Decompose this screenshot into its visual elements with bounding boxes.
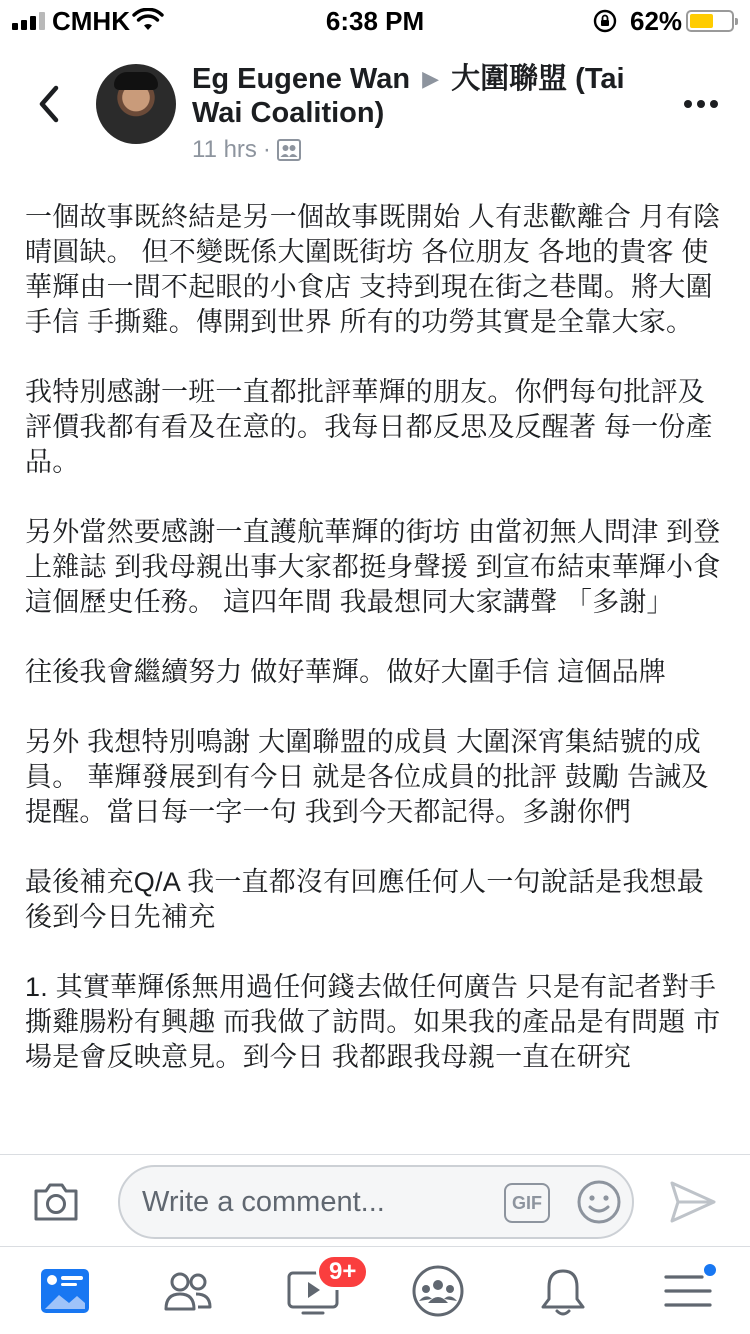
post-time[interactable]: 11 hrs bbox=[192, 136, 257, 163]
comment-input-container[interactable] bbox=[118, 1165, 634, 1239]
camera-icon[interactable] bbox=[32, 1179, 80, 1223]
post-paragraph: 另外當然要感謝一直護航華輝的街坊 由當初無人問津 到登上雜誌 到我母親出事大家都挺身聲援 到宣布結束華輝小食 這個歷史任務。 這四年間 我最想同大家講聲 「多謝」 bbox=[25, 517, 721, 617]
carrier-name: CMHK bbox=[52, 6, 130, 36]
gif-icon[interactable]: GIF bbox=[504, 1183, 550, 1223]
post-paragraph: 一個故事既終結是另一個故事既開始 人有悲歡離合 月有陰晴圓缺。 但不變既係大圍既街坊 各位朋友 各地的貴客 使華輝由一間不起眼的小食店 支持到現在街之巷聞。將大圍手信 手撕雞。傳開到世界 所有的功勞其實是全靠大家。 bbox=[25, 202, 721, 337]
more-options-button[interactable] bbox=[684, 96, 720, 112]
groups-icon[interactable] bbox=[408, 1263, 468, 1319]
battery-level-fill bbox=[690, 14, 713, 28]
group-name[interactable]: 大圍聯盟 (Tai Wai Coalition) bbox=[192, 63, 625, 129]
author-avatar[interactable] bbox=[96, 64, 176, 144]
post-paragraph: 另外 我想特別鳴謝 大圍聯盟的成員 大圍深宵集結號的成員。 華輝發展到有今日 就是各位成員的批評 鼓勵 告誡及提醒。當日每一字一句 我到今天都記得。多謝你們 bbox=[25, 727, 709, 827]
sticker-icon[interactable] bbox=[576, 1179, 622, 1225]
rotation-lock-icon bbox=[592, 8, 618, 34]
send-icon[interactable] bbox=[668, 1179, 718, 1225]
status-time: 6:38 PM bbox=[325, 6, 425, 36]
menu-notification-dot bbox=[702, 1262, 718, 1278]
comment-bar bbox=[0, 1154, 750, 1246]
back-button[interactable] bbox=[30, 82, 70, 126]
post-paragraph: 往後我會繼續努力 做好華輝。做好大圍手信 這個品牌 bbox=[25, 657, 667, 687]
post-paragraph: 我特別感謝一班一直都批評華輝的朋友。你們每句批評及評價我都有看及在意的。我每日都反思及反醒著 每一份產品。 bbox=[25, 377, 713, 477]
group-icon bbox=[277, 139, 301, 161]
author-name[interactable]: Eg Eugene Wan bbox=[192, 63, 411, 95]
friends-icon[interactable] bbox=[158, 1263, 218, 1319]
notifications-icon[interactable] bbox=[533, 1263, 593, 1319]
meta-separator: · bbox=[262, 136, 271, 163]
tab-bar bbox=[0, 1246, 750, 1334]
news-feed-icon[interactable] bbox=[35, 1263, 95, 1319]
post-author-line bbox=[192, 62, 642, 130]
shared-to-arrow-icon: ▶ bbox=[422, 66, 440, 91]
watch-notification-badge: 9+ bbox=[316, 1254, 369, 1290]
battery-percent: 62% bbox=[630, 6, 683, 36]
post-paragraph: 最後補充Q/A 我一直都沒有回應任何人一句說話是我想最後到今日先補充 bbox=[25, 867, 704, 932]
post-paragraph: 1. 其實華輝係無用過任何錢去做任何廣告 只是有記者對手撕雞腸粉有興趣 而我做了訪問。如果我的產品是有問題 市場是會反映意見。到今日 我都跟我母親一直在研究 bbox=[25, 972, 721, 1072]
comment-input[interactable] bbox=[142, 1183, 502, 1221]
post-meta bbox=[192, 136, 301, 164]
status-bar bbox=[0, 0, 750, 40]
battery-icon bbox=[686, 10, 734, 32]
post-body bbox=[25, 200, 730, 1154]
